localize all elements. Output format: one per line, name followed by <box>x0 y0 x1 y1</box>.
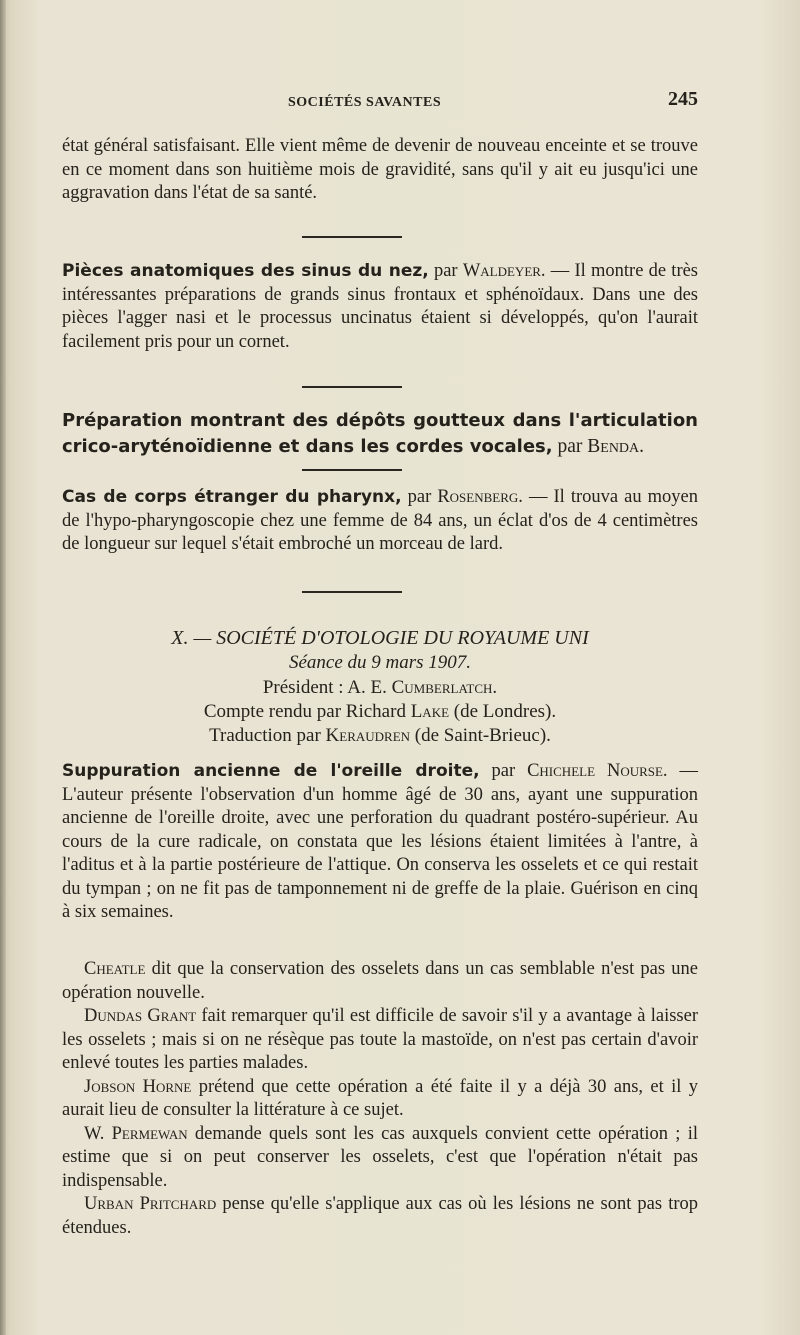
by-text: par <box>552 436 588 457</box>
page-header <box>62 88 698 114</box>
by-text: par <box>479 761 528 781</box>
speaker-text: fait remarquer qu'il est difficile de savoir s'il y a avantage à laisser les osselets ; mais si on ne résèque pas toute la mastoïde, on n'est pas certain d'avoir enlevé toutes les parties malades. <box>62 1006 698 1073</box>
entry-waldeyer <box>62 260 698 354</box>
section-title: X. — SOCIÉTÉ D'OTOLOGIE DU ROYAUME UNI <box>171 627 589 649</box>
discussion-paragraph <box>62 1193 698 1240</box>
discussion-paragraph <box>62 958 698 1005</box>
separator-rule <box>302 236 402 238</box>
speaker-text: dit que la conservation des osselets dans un cas semblable n'est pas une opération nouvelle. <box>62 959 698 1003</box>
session-date-text: Séance du 9 mars 1907. <box>288 652 472 673</box>
speaker-name: Dundas Grant <box>84 1006 197 1026</box>
translation-label: Traduction par <box>209 725 326 746</box>
separator-rule <box>302 591 402 593</box>
page-number: 245 <box>668 88 698 110</box>
entry-text: — Il trouva au moyen de l'hypo-pharyngoscopie chez une femme de 84 ans, un éclat d'os de 4 centimètres de longueur sur lequel s'était embroché un morceau de lard. <box>62 487 699 554</box>
separator-rule <box>302 469 402 471</box>
report-place: (de Londres). <box>449 701 557 722</box>
speaker-text: pense qu'elle s'applique aux cas où les lésions ne sont pas trop étendues. <box>62 1194 698 1238</box>
president-line <box>62 676 698 700</box>
entry-author: Chichele Nourse. <box>527 761 668 781</box>
entry-title: Suppuration ancienne de l'oreille droite, <box>62 761 480 781</box>
entry-author: Benda. <box>587 436 645 457</box>
separator-rule <box>302 386 402 388</box>
discussion <box>62 958 698 1240</box>
speaker-text: prétend que cette opération a été faite il y a déjà 30 ans, et il y aurait lieu de consulter la littérature à ce sujet. <box>62 1076 699 1120</box>
by-text: par <box>428 261 463 281</box>
section-heading <box>62 625 698 651</box>
entry-benda <box>62 408 698 460</box>
speaker-name: W. Permewan <box>84 1123 188 1144</box>
paragraph-continuation <box>62 135 698 206</box>
entry-text: — Il montre de très intéressantes préparations de grands sinus frontaux et sphénoïdaux. Dans une des pièces l'agger nasi et le processus uncinatus étaient si développés, qu'on l'aurait facilement pris pour un cornet. <box>62 261 699 352</box>
report-label: Compte rendu par Richard <box>203 701 411 722</box>
entry-title: Pièces anatomiques des sinus du nez, <box>62 261 429 281</box>
session-date <box>62 651 698 675</box>
entry-author: Rosenberg. <box>437 487 523 507</box>
discussion-paragraph <box>62 1076 698 1123</box>
book-spine-shadow <box>0 0 6 1335</box>
entry-title: Cas de corps étranger du pharynx, <box>62 487 402 507</box>
president-name: Cumberlatch. <box>391 677 498 698</box>
translation-name: Keraudren <box>325 725 411 746</box>
speaker-text: demande quels sont les cas auxquels convient cette opération ; il estime que si on peut conserver les osselets, c'est que l'opération n'était pas indispensable. <box>62 1123 698 1191</box>
president-label: Président : A. E. <box>262 677 392 698</box>
speaker-name: Cheatle <box>84 959 146 979</box>
entry-title: Préparation montrant des dépôts goutteux dans l'articulation crico-aryténoïdienne et dans les cordes vocales, <box>62 410 698 457</box>
translation-place: (de Saint-Brieuc). <box>410 725 551 746</box>
report-name: Lake <box>410 701 450 722</box>
report-line <box>62 700 698 724</box>
discussion-paragraph <box>62 1123 698 1194</box>
entry-text: — L'auteur présente l'observation d'un homme âgé de 30 ans, ayant une suppuration ancienne de l'oreille droite, avec une perforation du quadrant postéro-supérieur. Au cours de la cure radicale, on constata que les lésions étaient limitées à l'antre, à l'aditus et à la partie postérieure de l'attique. On conserva les osselets et ce qui restait du tympan ; on ne fit pas de tamponnement ni de greffe de la plaie. Guérison en cinq à six semaines. <box>62 761 699 922</box>
speaker-name: Urban Pritchard <box>84 1194 217 1214</box>
paragraph-text: état général satisfaisant. Elle vient même de devenir de nouveau enceinte et se trouve en ce moment dans son huitième mois de gravidité, sans qu'il y ait eu jusqu'ici une aggravation dans l'état de sa santé. <box>62 136 698 203</box>
discussion-paragraph <box>62 1005 698 1076</box>
entry-rosenberg <box>62 486 698 557</box>
speaker-name: Jobson Horne <box>84 1076 192 1097</box>
by-text: par <box>401 487 438 507</box>
entry-author: Waldeyer. <box>462 261 546 281</box>
running-head: SOCIÉTÉS SAVANTES <box>288 95 442 110</box>
entry-nourse <box>62 760 698 925</box>
translation-line <box>62 724 698 748</box>
